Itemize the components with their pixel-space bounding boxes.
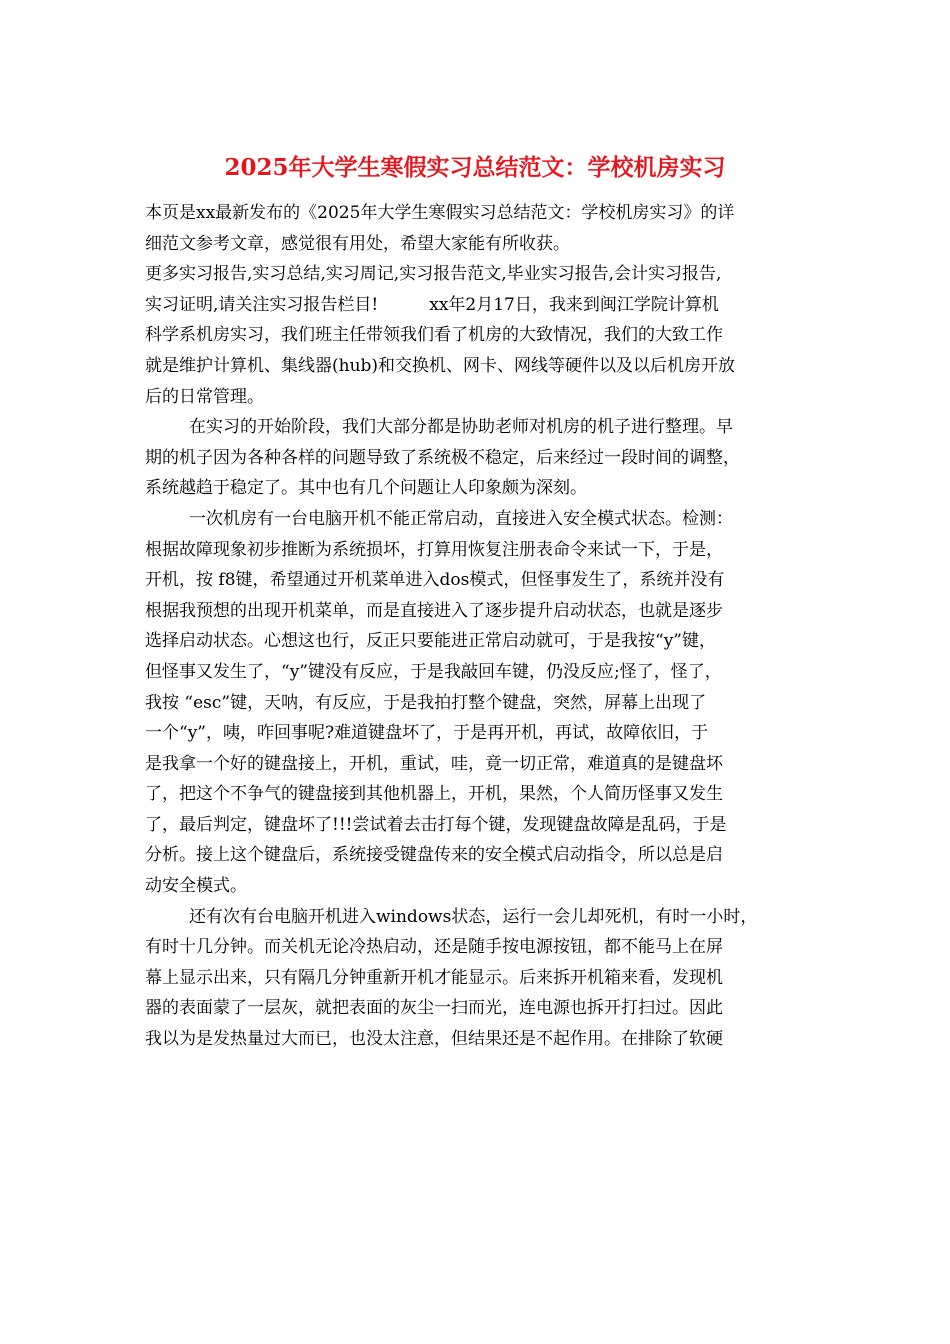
text-line: 期的机子因为各种各样的问题导致了系统极不稳定，后来经过一段时间的调整，	[145, 447, 740, 468]
text-line: 分析。接上这个键盘后，系统接受键盘传来的安全模式启动指令，所以总是启	[145, 845, 723, 866]
text-line: 细范文参考文章，感觉很有用处，希望大家能有所收获。	[145, 233, 570, 254]
text-line: 后的日常管理。	[145, 386, 264, 407]
document-title: 2025年大学生寒假实习总结范文：学校机房实习	[224, 154, 726, 181]
text-line: 一个“y”，咦，咋回事呢?难道键盘坏了，于是再开机，再试，故障依旧，于	[145, 723, 709, 744]
text-line: 我按 “esc”键，天呐，有反应，于是我拍打整个键盘，突然，屏幕上出现了	[145, 692, 707, 713]
text-line: 器的表面蒙了一层灰，就把表面的灰尘一扫而光，连电源也拆开打扫过。因此	[145, 998, 723, 1019]
text-line: 了，最后判定，键盘坏了!!!尝试着去击打每个键，发现键盘故障是乱码，于是	[145, 814, 727, 835]
text-line: 就是维护计算机、集线器(hub)和交换机、网卡、网线等硬件以及以后机房开放	[145, 355, 736, 376]
text-line: 系统越趋于稳定了。其中也有几个问题让人印象颇为深刻。	[145, 478, 587, 499]
text-line: 科学系机房实习，我们班主任带领我们看了机房的大致情况，我们的大致工作	[145, 325, 723, 346]
text-line: 本页是xx最新发布的《2025年大学生寒假实习总结范文：学校机房实习》的详	[145, 203, 735, 223]
text-line: 我以为是发热量过大而已，也没太注意，但结果还是不起作用。在排除了软硬	[145, 1029, 723, 1050]
text-line: 幕上显示出来，只有隔几分钟重新开机才能显示。后来拆开机箱来看，发现机	[145, 967, 723, 988]
text-line: 还有次有台电脑开机进入windows状态，运行一会儿却死机，有时一小时，	[189, 906, 758, 927]
text-line: 实习证明,请关注实习报告栏目! xx年2月17日，我来到闽江学院计算机	[145, 294, 719, 315]
text-line: 根据故障现象初步推断为系统损坏，打算用恢复注册表命令来试一下，于是，	[145, 539, 723, 560]
text-line: 动安全模式。	[145, 876, 247, 897]
text-line: 是我拿一个好的键盘接上，开机，重试，哇，竟一切正常，难道真的是键盘坏	[145, 753, 723, 774]
text-line: 在实习的开始阶段，我们大部分都是协助老师对机房的机子进行整理。早	[189, 417, 733, 438]
text-line: 一次机房有一台电脑开机不能正常启动，直接进入安全模式状态。检测：	[189, 508, 733, 529]
text-line: 选择启动状态。心想这也行，反正只要能进正常启动就可，于是我按“y”键，	[145, 631, 716, 652]
text-line: 了，把这个不争气的键盘接到其他机器上，开机，果然，个人简历怪事又发生	[145, 784, 723, 805]
document-body	[145, 198, 811, 1055]
text-line: 有时十几分钟。而关机无论冷热启动，还是随手按电源按钮，都不能马上在屏	[145, 937, 723, 958]
text-line: 更多实习报告,实习总结,实习周记,实习报告范文,毕业实习报告,会计实习报告,	[145, 264, 722, 285]
text-line: 开机，按 f8键，希望通过开机菜单进入dos模式，但怪事发生了，系统并没有	[145, 570, 725, 591]
text-line: 但怪事又发生了，“y”键没有反应，于是我敲回车键，仍没反应;怪了，怪了，	[145, 661, 722, 682]
text-line: 根据我预想的出现开机菜单，而是直接进入了逐步提升启动状态，也就是逐步	[145, 600, 723, 621]
